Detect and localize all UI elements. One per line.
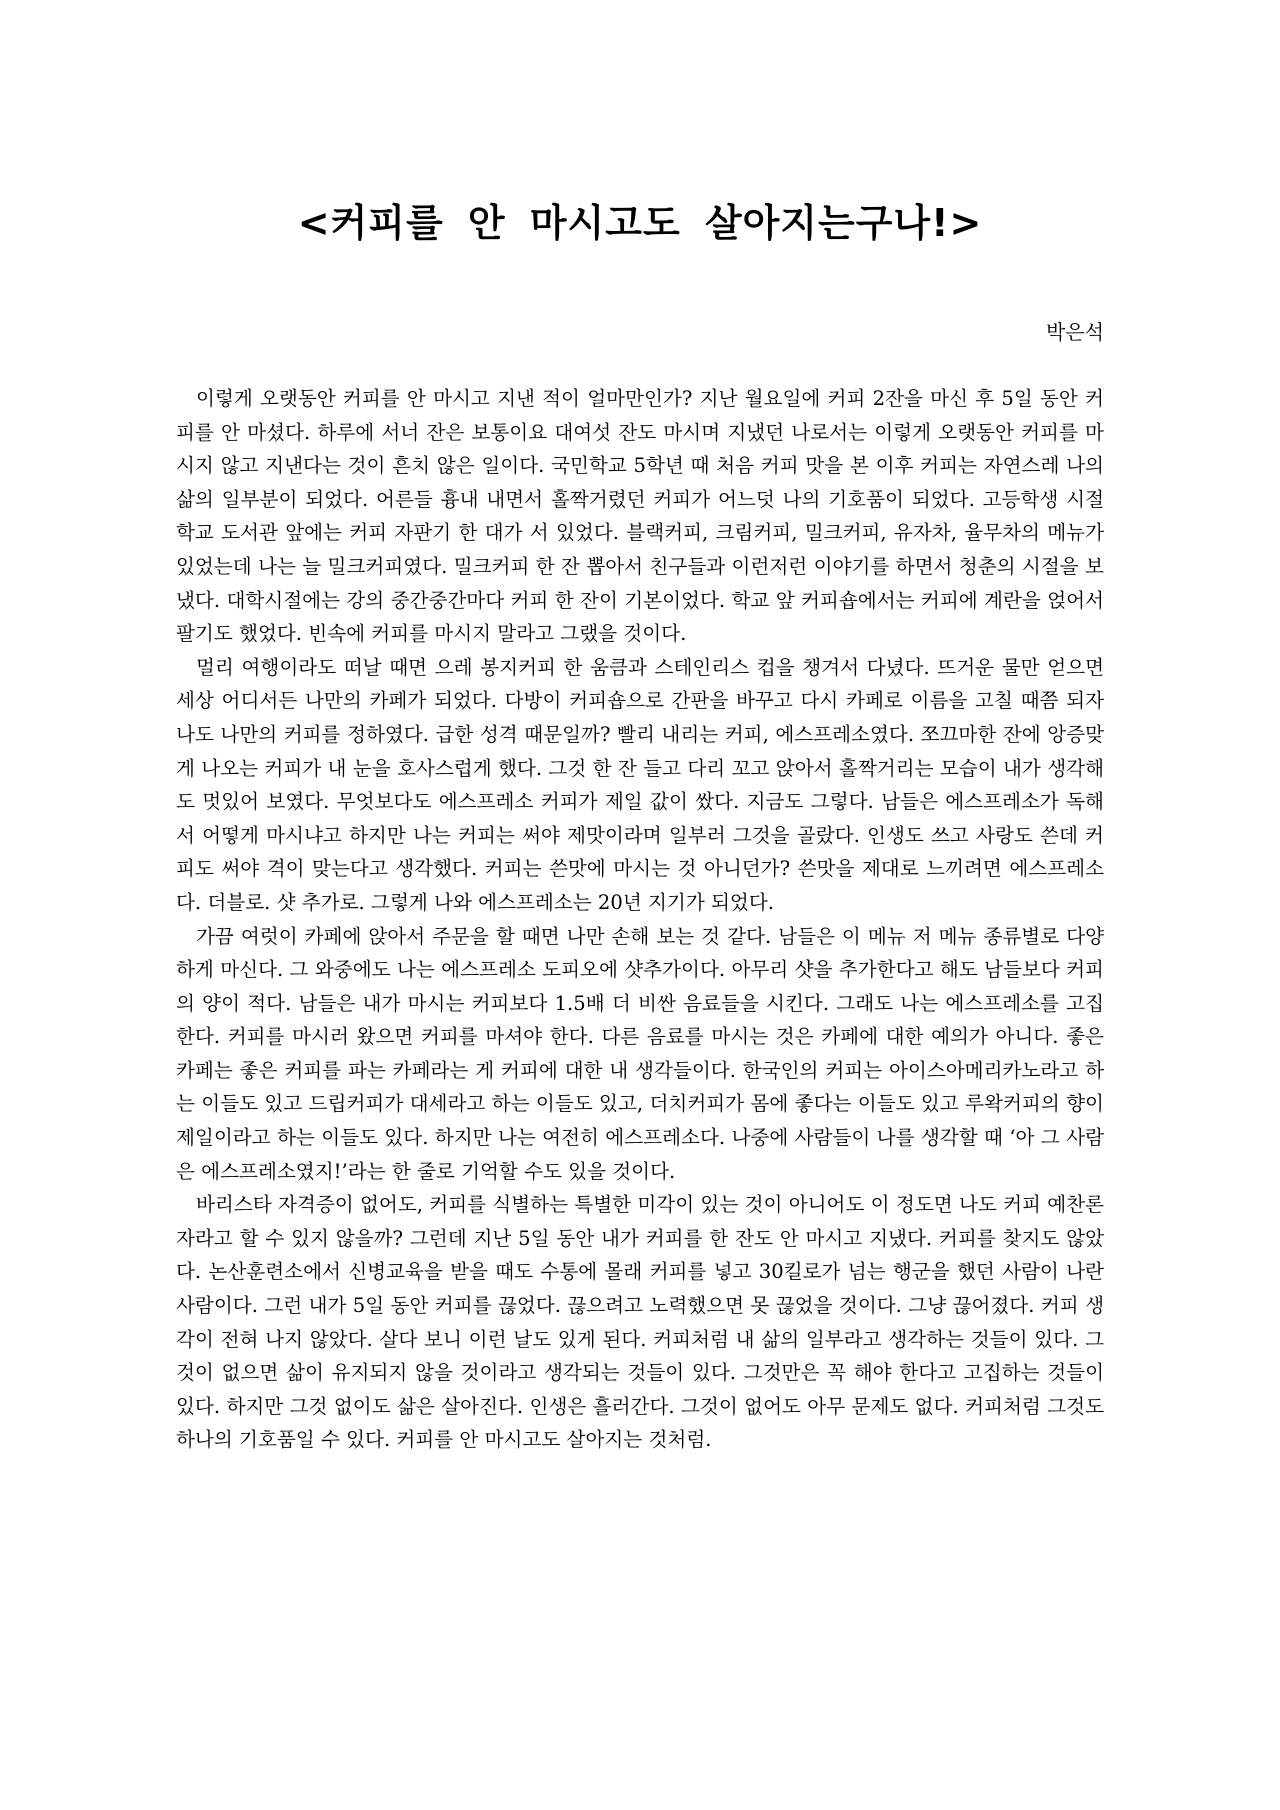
page-title: <커피를 안 마시고도 살아지는구나!> [297, 201, 983, 245]
paragraph-1: 이렇게 오랫동안 커피를 안 마시고 지낸 적이 얼마만인가? 지난 월요일에 커피 2잔을 마신 후 5일 동안 커피를 안 마셨다. 하루에 서너 잔은 보통이요 대여섯 잔도 마시며 지냈던 나로서는 이렇게 오랫동안 커피를 마시지 않고 지낸다는 것이 흔치 않은 일이다. 국민학교 5학년 때 처음 커피 맛을 본 이후 커피는 자연스레 나의 삶의 일부분이 되었다. 어른들 흉내 내면서 홀짝거렸던 커피가 어느덧 나의 기호품이 되었다. 고등학생 시절 학교 도서관 앞에는 커피 자판기 한 대가 서 있었다. 블랙커피, 크림커피, 밀크커피, 유자차, 율무차의 메뉴가 있었는데 나는 늘 밀크커피였다. 밀크커피 한 잔 뽑아서 친구들과 이런저런 이야기를 하면서 청춘의 시절을 보냈다. 대학시절에는 강의 중간중간마다 커피 한 잔이 기본이었다. 학교 앞 커피숍에서는 커피에 계란을 얹어서 팔기도 했었다. 빈속에 커피를 마시지 말라고 그랬을 것이다. [176, 387, 1104, 646]
author-name: 박은석 [1046, 320, 1104, 344]
paragraph-4: 바리스타 자격증이 없어도, 커피를 식별하는 특별한 미각이 있는 것이 아니어도 이 정도면 나도 커피 예찬론자라고 할 수 있지 않을까? 그런데 지난 5일 동안 내가 커피를 한 잔도 안 마시고 지냈다. 커피를 찾지도 않았다. 논산훈련소에서 신병교육을 받을 때도 수통에 몰래 커피를 넣고 30킬로가 넘는 행군을 했던 사람이 나란 사람이다. 그런 내가 5일 동안 커피를 끊었다. 끊으려고 노력했으면 못 끊었을 것이다. 그냥 끊어졌다. 커피 생각이 전혀 나지 않았다. 살다 보니 이런 날도 있게 된다. 커피처럼 내 삶의 일부라고 생각하는 것들이 있다. 그것이 없으면 삶이 유지되지 않을 것이라고 생각되는 것들이 있다. 그것만은 꼭 해야 한다고 고집하는 것들이 있다. 하지만 그것 없이도 삶은 살아진다. 인생은 흘러간다. 그것이 없어도 아무 문제도 없다. 커피처럼 그것도 하나의 기호품일 수 있다. 커피를 안 마시고도 살아지는 것처럼. [176, 1193, 1104, 1452]
essay-body [176, 382, 1104, 1457]
paragraph-2: 멀리 여행이라도 떠날 때면 으레 봉지커피 한 움큼과 스테인리스 컵을 챙겨서 다녔다. 뜨거운 물만 얻으면 세상 어디서든 나만의 카페가 되었다. 다방이 커피숍으로 간판을 바꾸고 다시 카페로 이름을 고칠 때쯤 되자 나도 나만의 커피를 정하였다. 급한 성격 때문일까? 빨리 내리는 커피, 에스프레소였다. 쪼끄마한 잔에 앙증맞게 나오는 커피가 내 눈을 호사스럽게 했다. 그것 한 잔 들고 다리 꼬고 앉아서 홀짝거리는 모습이 내가 생각해도 멋있어 보였다. 무엇보다도 에스프레소 커피가 제일 값이 쌌다. 지금도 그렇다. 남들은 에스프레소가 독해서 어떻게 마시냐고 하지만 나는 커피는 써야 제맛이라며 일부러 그것을 골랐다. 인생도 쓰고 사랑도 쓴데 커피도 써야 격이 맞는다고 생각했다. 커피는 쓴맛에 마시는 것 아니던가? 쓴맛을 제대로 느끼려면 에스프레소다. 더블로. 샷 추가로. 그렇게 나와 에스프레소는 20년 지기가 되었다. [176, 655, 1104, 914]
paragraph-3: 가끔 여럿이 카페에 앉아서 주문을 할 때면 나만 손해 보는 것 같다. 남들은 이 메뉴 저 메뉴 종류별로 다양하게 마신다. 그 와중에도 나는 에스프레소 도피오에 샷추가이다. 아무리 샷을 추가한다고 해도 남들보다 커피의 양이 적다. 남들은 내가 마시는 커피보다 1.5배 더 비싼 음료들을 시킨다. 그래도 나는 에스프레소를 고집한다. 커피를 마시러 왔으면 커피를 마셔야 한다. 다른 음료를 마시는 것은 카페에 대한 예의가 아니다. 좋은 카페는 좋은 커피를 파는 카페라는 게 커피에 대한 내 생각들이다. 한국인의 커피는 아이스아메리카노라고 하는 이들도 있고 드립커피가 대세라고 하는 이들도 있고, 더치커피가 몸에 좋다는 이들도 있고 루왁커피의 향이 제일이라고 하는 이들도 있다. 하지만 나는 여전히 에스프레소다. 나중에 사람들이 나를 생각할 때 ‘아 그 사람은 에스프레소였지!’라는 한 줄로 기억할 수도 있을 것이다. [176, 924, 1104, 1183]
